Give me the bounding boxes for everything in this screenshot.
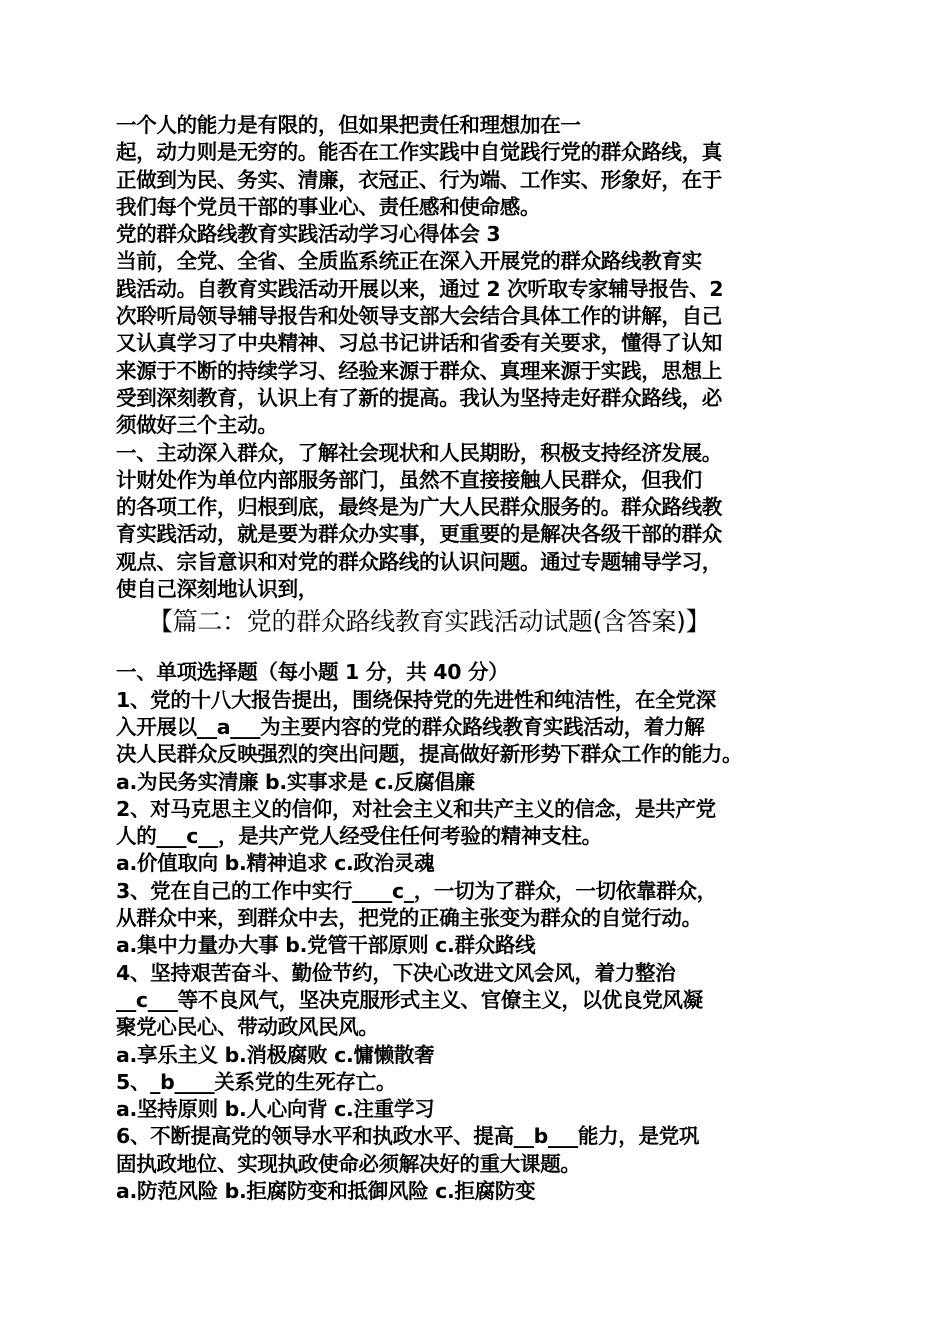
text-line: 当前，全党、全省、全质监系统正在深入开展党的群众路线教育实 (116, 249, 702, 274)
essay-title: 党的群众路线教育实践活动学习心得体会 3 (116, 222, 501, 247)
question-line: 6、不断提高党的领导水平和执政水平、提高__b___能力，是党巩 (116, 1124, 700, 1149)
document-page (116, 112, 842, 1205)
options-line: a.防范风险 b.拒腐防变和抵御风险 c.拒腐防变 (116, 1178, 536, 1203)
text-line: 次聆听局领导辅导报告和处领导支部大会结合具体工作的讲解，自己 (116, 304, 722, 329)
options-line: a.坚持原则 b.人心向背 c.注重学习 (116, 1097, 435, 1122)
options-line: a.集中力量办大事 b.党管干部原则 c.群众路线 (116, 933, 536, 958)
question-line: __c___等不良风气，坚决克服形式主义、官僚主义，以优良党风凝 (116, 987, 703, 1012)
text-line: 使自己深刻地认识到， (116, 577, 318, 602)
text-line: 一个人的能力是有限的，但如果把责任和理想加在一 (116, 113, 581, 137)
text-line: 来源于不断的持续学习、经验来源于群众、真理来源于实践，思想上 (116, 358, 722, 383)
question-line: 入开展以__a___为主要内容的党的群众路线教育实践活动，着力解 (116, 714, 705, 739)
text-line: 践活动。自教育实践活动开展以来，通过 2 次听取专家辅导报告、2 (116, 276, 724, 301)
text-line: 受到深刻教育，认识上有了新的提高。我认为坚持走好群众路线，必 (116, 385, 722, 410)
text-line: 一、主动深入群众，了解社会现状和人民期盼，积极支持经济发展。 (116, 440, 722, 465)
section-quiz (116, 659, 842, 1205)
options-line: a.价值取向 b.精神追求 c.政治灵魂 (116, 851, 435, 876)
options-line: a.为民务实清廉 b.实事求是 c.反腐倡廉 (116, 769, 475, 794)
text-line: 计财处作为单位内部服务部门，虽然不直接接触人民群众，但我们 (116, 467, 702, 492)
section-essay (116, 112, 842, 603)
question-line: 2、对马克思主义的信仰，对社会主义和共产主义的信念，是共产党 (116, 796, 716, 821)
text-line: 正做到为民、务实、清廉，衣冠正、行为端、工作实、形象好，在于 (116, 167, 722, 192)
question-line: 5、_b____关系党的生死存亡。 (116, 1069, 397, 1094)
quiz-section-title: 一、单项选择题（每小题 1 分，共 40 分） (116, 660, 509, 685)
question-line: 从群众中来，到群众中去，把党的正确主张变为群众的自觉行动。 (116, 906, 702, 931)
text-line: 我们每个党员干部的事业心、责任感和使命感。 (116, 194, 541, 219)
text-line: 观点、宗旨意识和对党的群众路线的认识问题。通过专题辅导学习， (116, 549, 722, 574)
question-line: 聚党心民心、带动政风民风。 (116, 1015, 379, 1040)
text-line: 须做好三个主动。 (116, 413, 278, 438)
question-line: 人的___c__，是共产党人经受住任何考验的精神支柱。 (116, 824, 602, 849)
options-line: a.享乐主义 b.消极腐败 c.慵懒散奢 (116, 1042, 435, 1067)
question-line: 1、党的十八大报告提出，围绕保持党的先进性和纯洁性，在全党深 (116, 687, 716, 712)
question-line: 4、坚持艰苦奋斗、勤俭节约，下决心改进文风会风，着力整治 (116, 960, 676, 985)
text-line: 又认真学习了中央精神、习总书记讲话和省委有关要求，懂得了认知 (116, 331, 722, 356)
text-line: 起，动力则是无穷的。能否在工作实践中自觉践行党的群众路线，真 (116, 140, 722, 165)
question-line: 决人民群众反映强烈的突出问题，提高做好新形势下群众工作的能力。 (116, 742, 743, 767)
question-line: 3、党在自己的工作中实行____c_，一切为了群众，一切依靠群众， (116, 878, 717, 903)
section-heading: 【篇二：党的群众路线教育实践活动试题(含答案)】 (148, 607, 711, 637)
question-line: 固执政地位、实现执政使命必须解决好的重大课题。 (116, 1151, 581, 1176)
text-line: 的各项工作，归根到底，最终是为广大人民群众服务的。群众路线教 (116, 495, 722, 520)
text-line: 育实践活动，就是要为群众办实事，更重要的是解决各级干部的群众 (116, 522, 722, 547)
